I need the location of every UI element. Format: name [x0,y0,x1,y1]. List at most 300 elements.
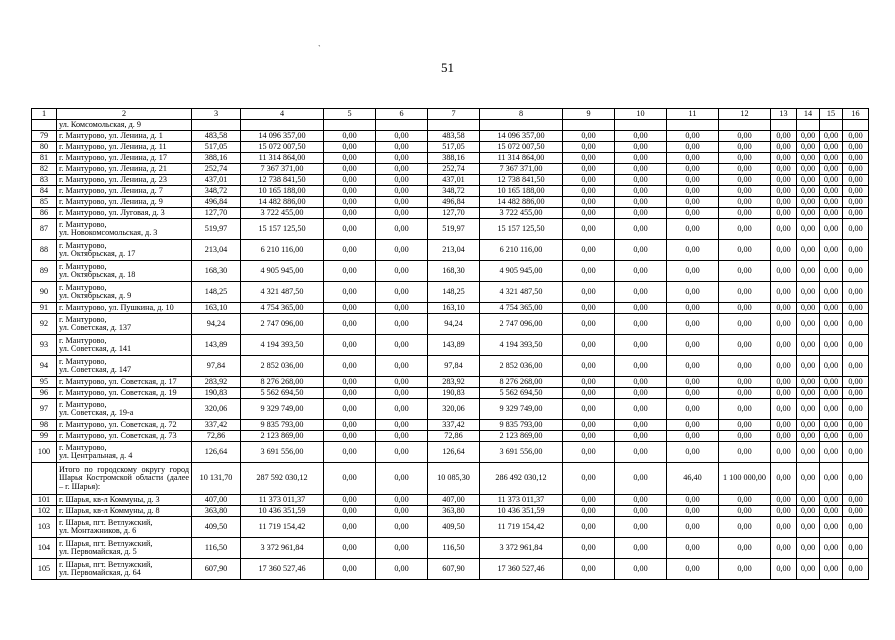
table-row [32,208,869,219]
value-cell: 0,00 [771,261,797,282]
value-cell [428,120,480,131]
value-cell: 0,00 [324,175,376,186]
value-cell: 0,00 [563,219,615,240]
value-cell: 0,00 [843,356,869,377]
value-cell [241,120,324,131]
value-cell: 3 372 961,84 [241,538,324,559]
value-cell [376,120,428,131]
value-cell: 8 276 268,00 [480,377,563,388]
value-cell: 0,00 [563,208,615,219]
value-cell: 0,00 [563,495,615,506]
value-cell: 17 360 527,46 [480,559,563,580]
value-cell: 0,00 [615,399,667,420]
table-row [32,517,869,538]
value-cell: 0,00 [376,506,428,517]
value-cell: 320,06 [428,399,480,420]
value-cell: 0,00 [719,261,771,282]
row-number-cell: 100 [32,442,57,463]
value-cell: 0,00 [376,517,428,538]
row-number-cell: 89 [32,261,57,282]
value-cell: 0,00 [843,240,869,261]
table-row [32,164,869,175]
value-cell: 148,25 [428,282,480,303]
value-cell: 1 100 000,00 [719,463,771,495]
value-cell: 0,00 [667,517,719,538]
value-cell: 0,00 [820,442,843,463]
value-cell: 0,00 [615,197,667,208]
value-cell: 0,00 [797,142,820,153]
value-cell: 9 329 749,00 [480,399,563,420]
value-cell: 0,00 [820,463,843,495]
value-cell: 116,50 [192,538,241,559]
value-cell: 0,00 [324,164,376,175]
value-cell: 0,00 [667,142,719,153]
address-cell: г. Мантурово, ул. Ленина, д. 9 [57,197,192,208]
value-cell: 0,00 [771,463,797,495]
address-cell: г. Мантурово, ул. Советская, д. 19 [57,388,192,399]
address-cell: г. Шарья, пгт. Ветлужский, ул. Монтажников, д. 6 [57,517,192,538]
value-cell: 0,00 [719,153,771,164]
value-cell: 72,86 [192,431,241,442]
value-cell: 0,00 [563,559,615,580]
value-cell: 0,00 [843,175,869,186]
value-cell: 0,00 [376,495,428,506]
table-row [32,131,869,142]
value-cell: 286 492 030,12 [480,463,563,495]
value-cell: 0,00 [615,303,667,314]
header-cell: 10 [615,109,667,120]
value-cell: 0,00 [376,303,428,314]
header-cell: 11 [667,109,719,120]
value-cell: 10 436 351,59 [241,506,324,517]
address-cell: г. Мантурово, ул. Ленина, д. 7 [57,186,192,197]
value-cell: 437,01 [428,175,480,186]
value-cell: 0,00 [820,240,843,261]
value-cell: 10 436 351,59 [480,506,563,517]
value-cell: 213,04 [192,240,241,261]
value-cell: 0,00 [563,431,615,442]
value-cell: 0,00 [324,240,376,261]
value-cell: 72,86 [428,431,480,442]
value-cell: 0,00 [843,559,869,580]
value-cell: 0,00 [771,175,797,186]
value-cell: 0,00 [771,153,797,164]
header-row [32,109,869,120]
value-cell: 127,70 [192,208,241,219]
value-cell: 14 482 886,00 [241,197,324,208]
value-cell [480,120,563,131]
value-cell: 0,00 [771,377,797,388]
value-cell: 0,00 [843,314,869,335]
value-cell: 0,00 [771,517,797,538]
address-cell: г. Мантурово, ул. Октябрьская, д. 9 [57,282,192,303]
table-row [32,314,869,335]
value-cell: 4 754 365,00 [480,303,563,314]
value-cell: 0,00 [820,142,843,153]
value-cell: 0,00 [324,517,376,538]
value-cell: 5 562 694,50 [480,388,563,399]
value-cell: 0,00 [797,164,820,175]
row-number-cell [32,463,57,495]
value-cell: 363,80 [192,506,241,517]
value-cell: 94,24 [192,314,241,335]
value-cell: 143,89 [192,335,241,356]
value-cell: 6 210 116,00 [241,240,324,261]
value-cell: 0,00 [667,175,719,186]
value-cell: 0,00 [843,517,869,538]
value-cell: 0,00 [563,282,615,303]
address-cell: г. Мантурово, ул. Луговая, д. 3 [57,208,192,219]
value-cell: 409,50 [192,517,241,538]
value-cell: 0,00 [667,399,719,420]
address-cell: г. Мантурово, ул. Ленина, д. 21 [57,164,192,175]
value-cell: 0,00 [563,377,615,388]
value-cell: 0,00 [563,153,615,164]
value-cell: 15 072 007,50 [241,142,324,153]
value-cell: 4 321 487,50 [241,282,324,303]
value-cell: 0,00 [376,335,428,356]
value-cell: 0,00 [820,377,843,388]
value-cell: 0,00 [324,335,376,356]
value-cell: 519,97 [428,219,480,240]
value-cell: 0,00 [843,261,869,282]
value-cell: 0,00 [667,303,719,314]
value-cell: 0,00 [820,356,843,377]
value-cell: 0,00 [563,197,615,208]
address-cell: г. Мантурово, ул. Советская, д. 141 [57,335,192,356]
value-cell: 0,00 [820,335,843,356]
value-cell: 0,00 [820,153,843,164]
value-cell: 97,84 [428,356,480,377]
value-cell [324,120,376,131]
value-cell: 0,00 [615,506,667,517]
value-cell: 0,00 [563,506,615,517]
value-cell: 0,00 [843,131,869,142]
value-cell: 0,00 [820,219,843,240]
value-cell: 0,00 [376,131,428,142]
value-cell: 0,00 [667,186,719,197]
table-row [32,153,869,164]
address-cell: г. Мантурово, ул. Ленина, д. 23 [57,175,192,186]
value-cell: 0,00 [771,142,797,153]
value-cell: 0,00 [563,356,615,377]
address-cell: г. Шарья, пгт. Ветлужский, ул. Первомайская, д. 5 [57,538,192,559]
row-number-cell: 94 [32,356,57,377]
value-cell: 407,00 [192,495,241,506]
value-cell: 0,00 [324,197,376,208]
address-cell: г. Мантурово, ул. Ленина, д. 1 [57,131,192,142]
value-cell: 3 372 961,84 [480,538,563,559]
value-cell: 0,00 [376,240,428,261]
table-row [32,388,869,399]
value-cell: 0,00 [820,431,843,442]
value-cell: 0,00 [719,219,771,240]
value-cell: 0,00 [820,517,843,538]
value-cell: 0,00 [376,261,428,282]
value-cell: 2 852 036,00 [480,356,563,377]
value-cell: 0,00 [797,420,820,431]
address-cell: г. Шарья, кв-л Коммуны, д. 8 [57,506,192,517]
value-cell: 0,00 [843,219,869,240]
address-cell: г. Мантурово, ул. Новокомсомольская, д. 3 [57,219,192,240]
value-cell: 9 329 749,00 [241,399,324,420]
value-cell: 0,00 [376,186,428,197]
value-cell: 0,00 [324,303,376,314]
value-cell: 0,00 [376,538,428,559]
table-row [32,356,869,377]
value-cell: 0,00 [843,463,869,495]
page-number: 51 [441,60,454,75]
value-cell: 0,00 [563,164,615,175]
value-cell: 0,00 [376,442,428,463]
value-cell: 0,00 [324,356,376,377]
value-cell: 148,25 [192,282,241,303]
value-cell: 0,00 [719,559,771,580]
value-cell: 0,00 [820,303,843,314]
value-cell: 0,00 [820,131,843,142]
value-cell: 0,00 [615,431,667,442]
row-number-cell: 80 [32,142,57,153]
value-cell: 0,00 [667,282,719,303]
row-number-cell: 79 [32,131,57,142]
value-cell: 0,00 [719,314,771,335]
value-cell: 0,00 [615,559,667,580]
value-cell: 0,00 [771,164,797,175]
value-cell: 2 747 096,00 [241,314,324,335]
value-cell: 0,00 [563,175,615,186]
value-cell: 17 360 527,46 [241,559,324,580]
value-cell: 496,84 [192,197,241,208]
value-cell: 0,00 [324,219,376,240]
header-cell: 7 [428,109,480,120]
value-cell: 0,00 [820,538,843,559]
value-cell: 0,00 [376,197,428,208]
header-cell: 14 [797,109,820,120]
value-cell: 143,89 [428,335,480,356]
table-row [32,399,869,420]
value-cell: 4 194 393,50 [480,335,563,356]
value-cell: 0,00 [820,175,843,186]
value-cell: 0,00 [771,240,797,261]
value-cell: 0,00 [563,131,615,142]
address-cell: г. Мантурово, ул. Пушкина, д. 10 [57,303,192,314]
value-cell: 0,00 [719,186,771,197]
value-cell: 97,84 [192,356,241,377]
value-cell: 10 085,30 [428,463,480,495]
address-cell: г. Мантурово, ул. Октябрьская, д. 18 [57,261,192,282]
value-cell: 0,00 [719,506,771,517]
value-cell: 0,00 [667,314,719,335]
value-cell: 0,00 [667,356,719,377]
row-number-cell: 88 [32,240,57,261]
value-cell: 0,00 [563,314,615,335]
value-cell: 0,00 [563,186,615,197]
row-number-cell: 83 [32,175,57,186]
value-cell: 0,00 [719,131,771,142]
row-number-cell: 102 [32,506,57,517]
value-cell: 0,00 [563,388,615,399]
value-cell: 0,00 [324,153,376,164]
value-cell: 46,40 [667,463,719,495]
scan-mark: ` [318,44,321,53]
value-cell: 6 210 116,00 [480,240,563,261]
value-cell: 0,00 [324,282,376,303]
value-cell: 3 691 556,00 [241,442,324,463]
address-cell: г. Мантурово, ул. Советская, д. 147 [57,356,192,377]
table-row [32,538,869,559]
value-cell: 607,90 [428,559,480,580]
value-cell: 0,00 [667,388,719,399]
value-cell: 0,00 [771,442,797,463]
value-cell: 0,00 [771,303,797,314]
row-number-cell: 86 [32,208,57,219]
value-cell: 0,00 [324,431,376,442]
row-number-cell: 91 [32,303,57,314]
address-cell: г. Мантурово, ул. Советская, д. 73 [57,431,192,442]
value-cell: 0,00 [797,431,820,442]
table-row [32,431,869,442]
value-cell: 337,42 [428,420,480,431]
value-cell: 0,00 [797,175,820,186]
value-cell: 0,00 [615,240,667,261]
value-cell: 11 719 154,42 [241,517,324,538]
value-cell: 0,00 [771,208,797,219]
value-cell: 0,00 [719,442,771,463]
address-cell: г. Мантурово, ул. Советская, д. 17 [57,377,192,388]
header-cell: 8 [480,109,563,120]
value-cell: 0,00 [563,261,615,282]
value-cell: 0,00 [324,377,376,388]
value-cell: 388,16 [428,153,480,164]
value-cell: 0,00 [376,420,428,431]
row-number-cell [32,120,57,131]
value-cell: 0,00 [771,131,797,142]
value-cell: 0,00 [615,377,667,388]
value-cell: 0,00 [771,559,797,580]
value-cell: 0,00 [771,420,797,431]
value-cell: 0,00 [771,388,797,399]
value-cell: 3 691 556,00 [480,442,563,463]
value-cell: 0,00 [843,303,869,314]
value-cell: 0,00 [667,538,719,559]
value-cell: 0,00 [820,506,843,517]
value-cell: 0,00 [376,377,428,388]
value-cell: 0,00 [667,153,719,164]
header-cell: 5 [324,109,376,120]
value-cell: 287 592 030,12 [241,463,324,495]
row-number-cell: 90 [32,282,57,303]
row-number-cell: 104 [32,538,57,559]
value-cell: 0,00 [843,495,869,506]
value-cell: 0,00 [719,388,771,399]
value-cell: 0,00 [797,303,820,314]
row-number-cell: 99 [32,431,57,442]
value-cell: 348,72 [428,186,480,197]
address-cell: г. Шарья, пгт. Ветлужский, ул. Первомайская, д. 64 [57,559,192,580]
value-cell: 0,00 [667,208,719,219]
value-cell: 0,00 [324,495,376,506]
value-cell: 0,00 [797,219,820,240]
value-cell: 2 123 869,00 [241,431,324,442]
value-cell: 0,00 [563,303,615,314]
value-cell: 3 722 455,00 [480,208,563,219]
value-cell: 0,00 [615,495,667,506]
row-number-cell: 98 [32,420,57,431]
value-cell: 0,00 [797,538,820,559]
table-row [32,261,869,282]
value-cell: 0,00 [797,131,820,142]
address-cell: ул. Комсомольская, д. 9 [57,120,192,131]
row-number-cell: 84 [32,186,57,197]
value-cell: 0,00 [615,282,667,303]
value-cell: 0,00 [563,399,615,420]
value-cell: 0,00 [563,538,615,559]
value-cell: 0,00 [324,131,376,142]
value-cell: 168,30 [192,261,241,282]
value-cell: 4 905 945,00 [241,261,324,282]
table-row [32,559,869,580]
value-cell: 0,00 [376,356,428,377]
value-cell: 0,00 [843,431,869,442]
value-cell: 0,00 [719,517,771,538]
value-cell: 190,83 [192,388,241,399]
value-cell: 0,00 [376,282,428,303]
value-cell: 11 314 864,00 [241,153,324,164]
address-cell: г. Мантурово, ул. Центральная, д. 4 [57,442,192,463]
table-row [32,197,869,208]
value-cell: 0,00 [324,442,376,463]
value-cell: 0,00 [667,261,719,282]
value-cell: 0,00 [667,131,719,142]
value-cell: 0,00 [376,388,428,399]
header-cell: 2 [57,109,192,120]
value-cell: 0,00 [667,197,719,208]
value-cell: 0,00 [667,559,719,580]
value-cell: 0,00 [771,431,797,442]
value-cell: 163,10 [428,303,480,314]
value-cell: 0,00 [615,175,667,186]
value-cell: 11 373 011,37 [241,495,324,506]
value-cell: 0,00 [324,142,376,153]
value-cell: 0,00 [820,399,843,420]
value-cell: 4 754 365,00 [241,303,324,314]
value-cell: 0,00 [615,261,667,282]
value-cell: 14 096 357,00 [480,131,563,142]
value-cell: 0,00 [843,282,869,303]
value-cell: 0,00 [324,186,376,197]
row-number-cell: 97 [32,399,57,420]
value-cell: 0,00 [324,399,376,420]
value-cell: 0,00 [719,240,771,261]
value-cell: 3 722 455,00 [241,208,324,219]
value-cell: 12 738 841,50 [480,175,563,186]
value-cell: 0,00 [719,356,771,377]
value-cell: 607,90 [192,559,241,580]
table-row [32,175,869,186]
value-cell: 0,00 [563,335,615,356]
value-cell: 15 157 125,50 [480,219,563,240]
value-cell: 127,70 [428,208,480,219]
value-cell: 0,00 [719,495,771,506]
value-cell: 0,00 [771,399,797,420]
value-cell: 0,00 [667,335,719,356]
value-cell: 0,00 [820,186,843,197]
value-cell: 0,00 [376,208,428,219]
table-row [32,142,869,153]
value-cell: 0,00 [667,164,719,175]
value-cell: 0,00 [615,517,667,538]
value-cell: 0,00 [615,153,667,164]
